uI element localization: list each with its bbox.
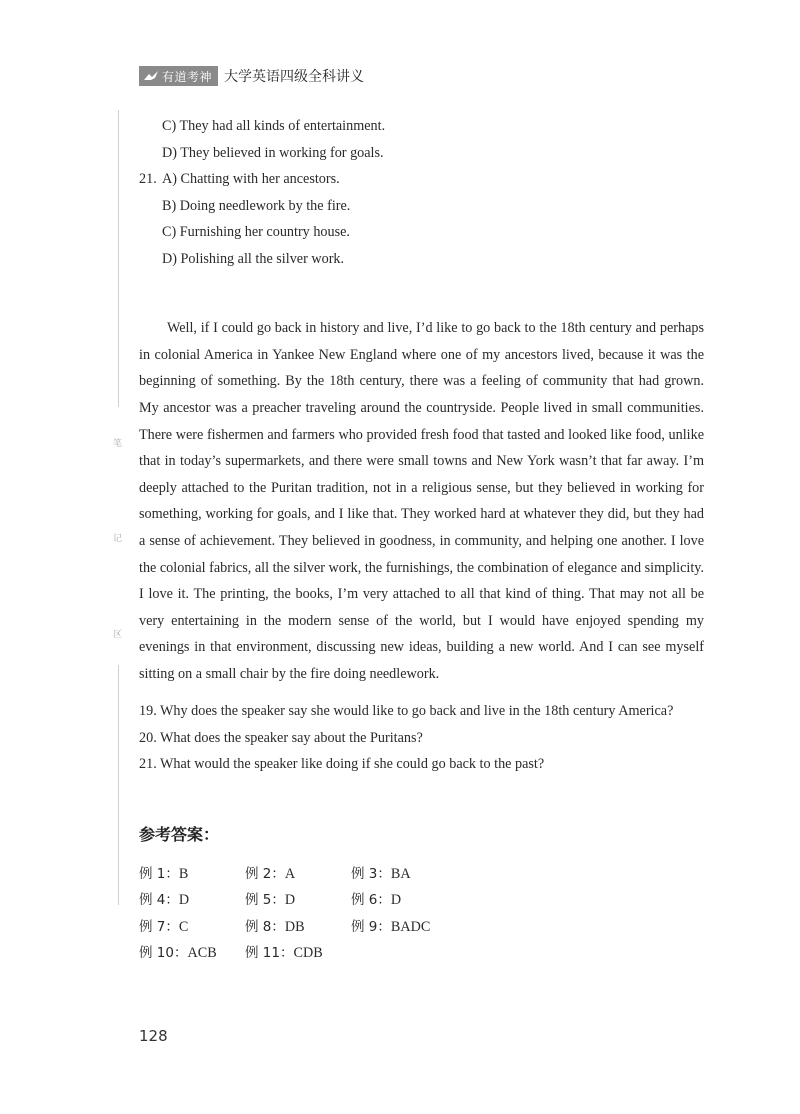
answer-item [351, 918, 469, 936]
answer-label: 例 2： [245, 866, 285, 882]
margin-rule-top [118, 110, 119, 407]
logo-text: 有道考神 [162, 69, 213, 84]
answer-value: BADC [390, 918, 431, 935]
answer-label: 例 9： [351, 918, 391, 935]
answer-value: D [284, 892, 296, 909]
bird-logo-icon [143, 70, 159, 82]
publisher-logo [139, 66, 218, 86]
answer-label: 例 5： [245, 892, 285, 909]
answer-value: D [390, 892, 402, 909]
answer-item [139, 865, 245, 883]
answer-item [245, 944, 351, 962]
answer-item [245, 865, 351, 883]
option-line: D) Polishing all the silver work. [162, 251, 345, 267]
margin-rule-bottom [118, 665, 119, 905]
answer-label: 例 11： [245, 944, 294, 961]
answer-label: 例 7： [139, 918, 179, 935]
answer-label: 例 8： [245, 918, 285, 935]
answer-value: B [178, 866, 189, 882]
answer-value: BA [390, 866, 411, 882]
answer-item [351, 891, 469, 909]
question-item: 20. What does the speaker say about the Puritans? [139, 730, 423, 746]
margin-note-char: 笔 [113, 439, 123, 449]
page-header [139, 66, 364, 86]
page-number: 128 [139, 1027, 168, 1045]
answer-key-grid [139, 865, 469, 962]
answer-key-heading: 参考答案： [139, 825, 220, 844]
answer-value: CDB [293, 944, 323, 961]
option-line: B) Doing needlework by the fire. [162, 198, 351, 214]
option-line: A) Chatting with her ancestors. [162, 171, 340, 187]
question-item: 21. What would the speaker like doing if she could go back to the past? [139, 756, 545, 772]
answer-label: 例 3： [351, 866, 391, 882]
answer-item [139, 944, 245, 962]
answer-label: 例 4： [139, 892, 179, 909]
listening-passage: Well, if I could go back in history and live, I’d like to go back to the 18th century and perhaps in colonial America in Yankee New England where one of my ancestors lived, because it was the beginning of something. By the 18th century, there was a feeling of community that had grown. My ancestor was a preacher traveling around the countryside. People lived in small communities. There were fishermen and farmers who provided fresh food that tasted and looked like food, unlike that in today’s supermarkets, and there were small towns and New York wasn’t that far away. I’m deeply attached to the Puritan tradition, not in a religious sense, but they believed in working for something, working for goals, and I like that. They worked hard at whatever they did, but they had a sense of achievement. They believed in goodness, in community, and helping one another. I love the colonial fabrics, all the silver work, the furnishings, the combination of elegance and simplicity. I love it. The printing, the books, I’m very attached to all that kind of thing. That may not all be very entertaining in the modern sense of the world, but I would have enjoyed spending my evenings in that environment, discussing new ideas, building a new world. And I can see myself sitting on a small chair by the fire doing needlework. [139, 320, 704, 682]
answer-label: 例 10： [139, 944, 188, 961]
answer-label: 例 6： [351, 892, 391, 909]
answer-item [245, 891, 351, 909]
option-line: D) They believed in working for goals. [162, 145, 384, 161]
answer-item [245, 918, 351, 936]
answer-item [351, 865, 469, 883]
option-line: C) Furnishing her country house. [162, 224, 350, 240]
option-number: 21. [139, 171, 157, 187]
answer-value: C [178, 918, 189, 935]
answer-value: A [284, 866, 296, 882]
question-item: 19. Why does the speaker say she would like to go back and live in the 18th century America? [139, 703, 674, 719]
answer-value: DB [284, 918, 305, 935]
answer-value: ACB [187, 944, 217, 961]
margin-note-char: 区 [113, 630, 123, 640]
answer-item [139, 918, 245, 936]
answer-label: 例 1： [139, 866, 179, 882]
book-title: 大学英语四级全科讲义 [224, 69, 365, 85]
answer-value: D [178, 892, 190, 909]
answer-item [139, 891, 245, 909]
margin-note-char: 记 [113, 534, 123, 544]
option-line: C) They had all kinds of entertainment. [162, 118, 386, 134]
